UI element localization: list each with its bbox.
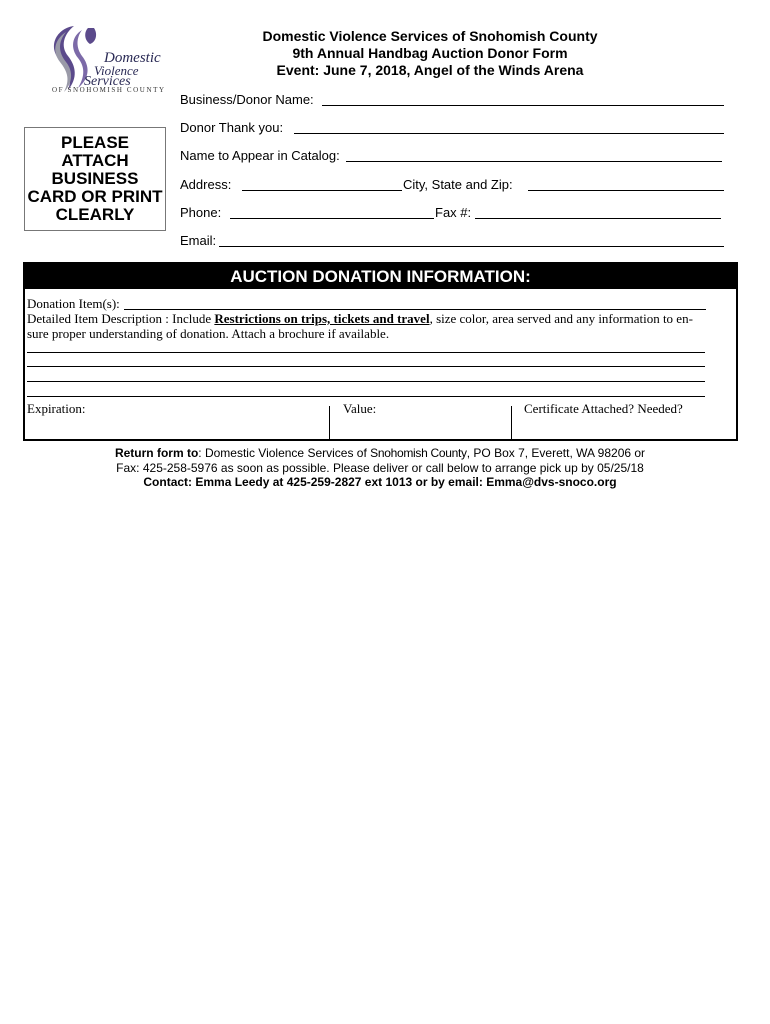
item-description-line-1 (27, 311, 693, 326)
item-description-restrictions: Restrictions on trips, tickets and travel (214, 311, 430, 326)
attach-line-3: BUSINESS (51, 169, 139, 188)
donation-items-label: Donation Item(s): (27, 296, 120, 311)
return-address-county: Snohomish County (370, 446, 467, 460)
footer-contact-line: Contact: Emma Leedy at 425-259-2827 ext 1013 or by email: Emma@dvs-snoco.org (143, 475, 617, 489)
certificate-label: Certificate Attached? Needed? (524, 401, 683, 416)
email-label: Email: (180, 233, 217, 248)
donation-items-field[interactable] (124, 309, 706, 310)
description-write-line[interactable] (27, 352, 705, 353)
attach-line-2: ATTACH (61, 151, 129, 170)
address-label: Address: (180, 177, 232, 192)
phone-label: Phone: (180, 205, 222, 220)
description-write-line[interactable] (27, 396, 705, 397)
header-form-title: 9th Annual Handbag Auction Donor Form (292, 45, 568, 61)
expiration-label: Expiration: (27, 401, 86, 416)
description-write-line[interactable] (27, 381, 705, 382)
business-donor-name-label: Business/Donor Name: (180, 92, 314, 107)
email-field[interactable] (219, 246, 724, 247)
item-description-intro: Detailed Item Description : Include (27, 311, 215, 326)
address-field[interactable] (242, 190, 402, 191)
item-description-line-2: sure proper understanding of donation. Attach a brochure if available. (27, 326, 390, 341)
logo-word-services: Services (84, 74, 131, 89)
header-org-name: Domestic Violence Services of Snohomish County (262, 28, 598, 44)
return-form-label: Return form to (114, 446, 199, 460)
column-divider (511, 406, 512, 439)
logo-word-violence: Violence (94, 63, 139, 78)
donor-thank-you-label: Donor Thank you: (180, 120, 284, 135)
attach-line-4: CARD OR PRINT (27, 187, 163, 206)
footer-return-line (30, 446, 730, 461)
phone-field[interactable] (230, 218, 434, 219)
description-write-line[interactable] (27, 366, 705, 367)
return-address-rest: , PO Box 7, Everett, WA 98206 or (466, 446, 646, 460)
item-description-continued: , size color, area served and any information to en- (429, 311, 693, 326)
footer-fax-line: Fax: 425-258-5976 as soon as possible. Please deliver or call below to arrange pick up by 05/25/18 (116, 461, 644, 475)
attach-line-5: CLEARLY (55, 205, 135, 224)
header-event-line: Event: June 7, 2018, Angel of the Winds Arena (276, 62, 584, 78)
fax-label: Fax #: (435, 205, 472, 220)
business-donor-name-field[interactable] (322, 105, 724, 106)
attach-line-1: PLEASE (60, 133, 130, 152)
logo-subtitle: OF SNOHOMISH COUNTY (52, 86, 166, 94)
catalog-name-label: Name to Appear in Catalog: (180, 148, 340, 163)
city-state-zip-label: City, State and Zip: (403, 177, 513, 192)
fax-field[interactable] (475, 218, 721, 219)
value-label: Value: (343, 401, 377, 416)
attach-business-card-box (24, 127, 166, 231)
column-divider (329, 406, 330, 439)
logo-word-domestic: Domestic (104, 50, 161, 66)
auction-donation-title: AUCTION DONATION INFORMATION: (25, 264, 736, 289)
city-state-zip-field[interactable] (528, 190, 724, 191)
catalog-name-field[interactable] (346, 161, 722, 162)
donor-thank-you-field[interactable] (294, 133, 724, 134)
return-address-intro: : Domestic Violence Services of (198, 446, 371, 460)
